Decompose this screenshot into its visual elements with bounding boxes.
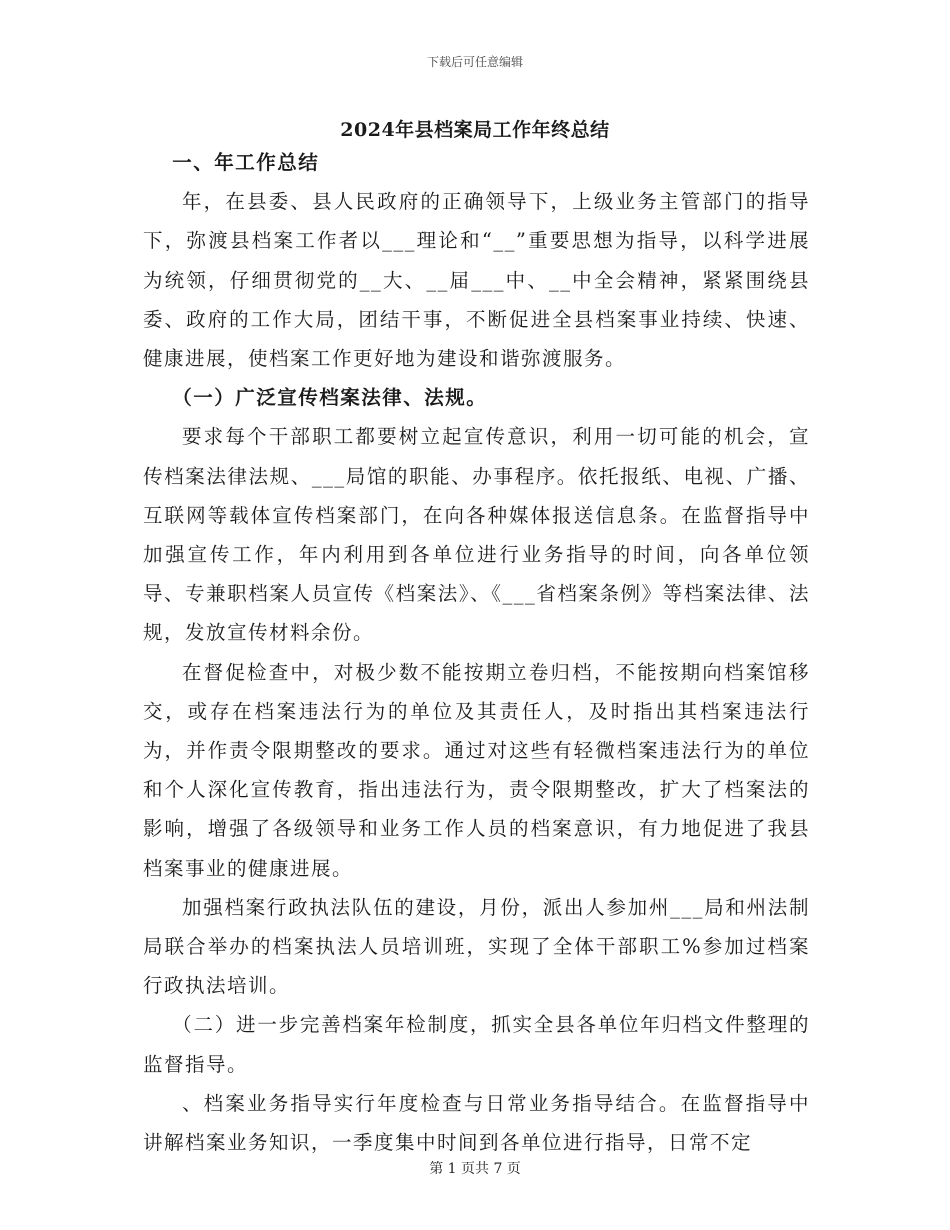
page-header: 下载后可任意编辑 (426, 55, 523, 69)
section-heading-1: 一、年工作总结 (172, 151, 320, 174)
paragraph-3: 在督促检查中，对极少数不能按期立卷归档，不能按期向档案馆移交，或存在档案违法行为的单位及其责任人，及时指出其档案违法行为，并作责令限期整改的要求。通过对这些有轻微档案违法行为的单位和个人深化宣传教育，指出违法行为，责令限期整改，扩大了档案法的影响，增强了各级领导和业务工作人员的档案意识，有力地促进了我县档案事业的健康进展。 (143, 660, 810, 880)
document-title: 2024年县档案局工作年终总结 (340, 119, 610, 141)
section-heading-2: （一）广泛宣传档案法律、法规。 (172, 386, 488, 410)
page-footer: 第 1 页共 7 页 (429, 1161, 521, 1177)
paragraph-4: 加强档案行政执法队伍的建设，月份，派出人参加州___局和州法制局联合举办的档案执法人员培训班，实现了全体干部职工%参加过档案行政执法培训。 (143, 895, 810, 998)
section-heading-3: （二）进一步完善档案年检制度，抓实全县各单位年归档文件整理的监督指导。 (143, 1013, 810, 1076)
paragraph-1: 年，在县委、县人民政府的正确领导下，上级业务主管部门的指导下，弥渡县档案工作者以___理论和“__”重要思想为指导，以科学进展为统领，仔细贯彻党的__大、__届___中、__中全会精神，紧紧围绕县委、政府的工作大局，团结干事，不断促进全县档案事业持续、快速、健康进展，使档案工作更好地为建设和谐弥渡服务。 (143, 190, 810, 371)
paragraph-2: 要求每个干部职工都要树立起宣传意识，利用一切可能的机会，宣传档案法律法规、___局馆的职能、办事程序。依托报纸、电视、广播、互联网等载体宣传档案部门，在向各种媒体报送信息条。在监督指导中加强宣传工作，年内利用到各单位进行业务指导的时间，向各单位领导、专兼职档案人员宣传《档案法》、《___省档案条例》等档案法律、法规，发放宣传材料余份。 (143, 425, 810, 645)
document-body (143, 143, 810, 1162)
paragraph-5: 、档案业务指导实行年度检查与日常业务指导结合。在监督指导中讲解档案业务知识，一季度集中时间到各单位进行指导，日常不定 (143, 1091, 810, 1155)
